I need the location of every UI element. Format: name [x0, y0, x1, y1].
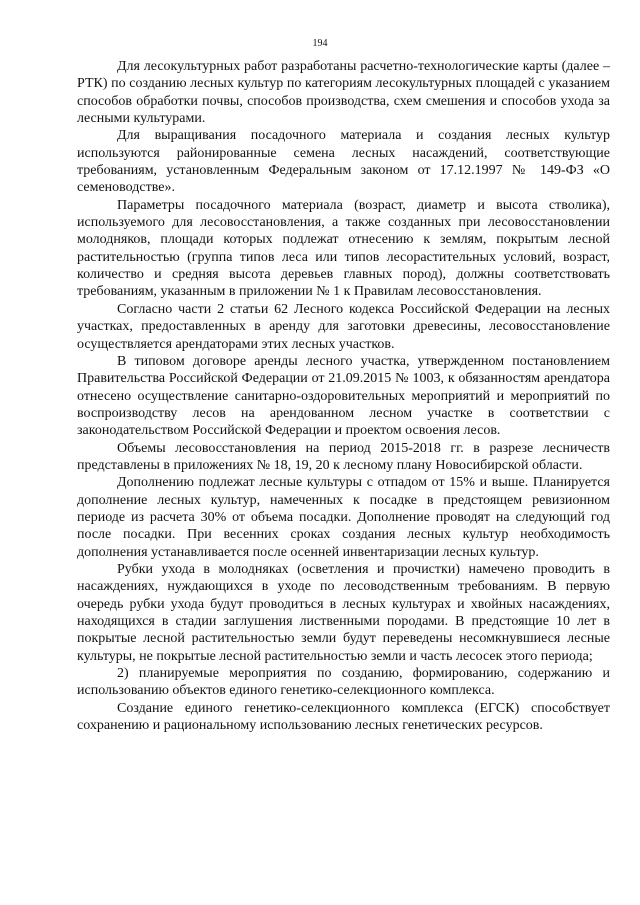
paragraph: Рубки ухода в молодняках (осветления и прочистки) намечено проводить в насаждениях, нуждающихся в уходе по лесоводственным требованиям. В первую очередь рубки ухода будут проводиться в лесных культурах и хвойных насаждениях, находящихся в стадии заглушения лиственными породами. В предстоящие 10 лет в покрытые лесной растительностью земли будут переведены несомкнувшиеся лесные культуры, не покрытые лесной растительностью земли и часть лесосек этого периода;: [77, 561, 610, 664]
paragraph: Для выращивания посадочного материала и создания лесных культур используются районированные семена лесных насаждений, соответствующие требованиям, установленным Федеральным законом от 17.12.1997 № 149-ФЗ «О семеноводстве».: [77, 128, 610, 196]
paragraph: Дополнению подлежат лесные культуры с отпадом от 15% и выше. Планируется дополнение лесных культур, намеченных к посадке в предстоящем ревизионном периоде из расчета 30% от объема посадки. Дополнение проводят на следующий год после посадки. При весенних сроках создания лесных культур необходимость дополнения устанавливается после осенней инвентаризации лесных культур.: [77, 475, 610, 560]
paragraph: Параметры посадочного материала (возраст, диаметр и высота стволика), используемого для лесовосстановления, а также созданных при лесовосстановлении молодняков, площади которых подлежат отнесению к землям, покрытым лесной растительностью (группа типов леса или типов лесорастительных условий, возраст, количество и средняя высота деревьев главных пород), должны соответствовать требованиям, указанным в приложении № 1 к Правилам лесовосстановления.: [77, 197, 610, 300]
paragraph: Согласно части 2 статьи 62 Лесного кодекса Российской Федерации на лесных участках, предоставленных в аренду для заготовки древесины, лесовосстановление осуществляется арендаторами этих лесных участков.: [77, 301, 610, 352]
page-number: 194: [312, 38, 328, 49]
paragraph: 2) планируемые мероприятия по созданию, формированию, содержанию и использованию объектов единого генетико-селекционного комплекса.: [77, 666, 610, 699]
paragraph: Объемы лесовосстановления на период 2015-2018 гг. в разрезе лесничеств представлены в приложениях № 18, 19, 20 к лесному плану Новосибирской области.: [77, 440, 610, 473]
paragraph: Создание единого генетико-селекционного комплекса (ЕГСК) способствует сохранению и рациональному использованию лесных генетических ресурсов.: [77, 700, 610, 734]
paragraph: Для лесокультурных работ разработаны расчетно-технологические карты (далее – РТК) по созданию лесных культур по категориям лесокультурных площадей с указанием способов обработки почвы, способов производства, схем смешения и способов ухода за лесными культурами.: [77, 59, 610, 127]
document-body: [77, 58, 610, 734]
paragraph: В типовом договоре аренды лесного участка, утвержденном постановлением Правительства Российской Федерации от 21.09.2015 № 1003, к обязанностям арендатора отнесено осуществление санитарно-оздоровительных мероприятий и мероприятий по воспроизводству лесов на арендованном лесном участке в соответствии с законодательством Российской Федерации и проектом освоения лесов.: [77, 353, 610, 439]
